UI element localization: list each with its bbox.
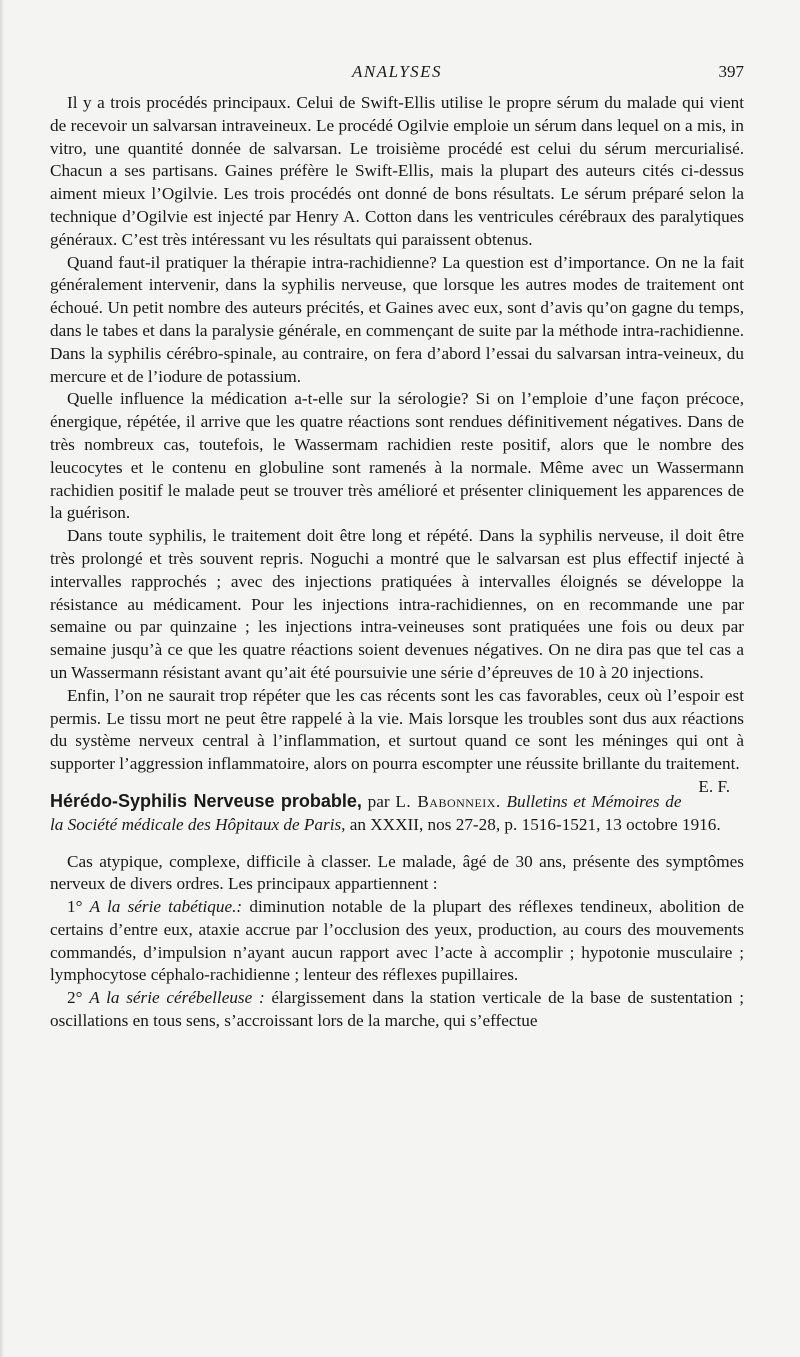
paragraph-conclusion xyxy=(50,685,744,796)
scan-edge-shadow xyxy=(0,0,4,1357)
reference-author: L. Babonneix. xyxy=(395,791,501,811)
abstract-item-cerebellar xyxy=(50,987,744,1033)
paragraph-procedures: Il y a trois procédés principaux. Celui de Swift-Ellis utilise le propre sérum du malade qui vient de recevoir un salvarsan intraveineux. Le procédé Ogilvie emploie un sérum dans lequel on a mis, in vitro, une quantité donnée de salvarsan. Le troisième procédé est celui du sérum mercurialisé. Chacun a ses partisans. Gaines préfère le Swift-Ellis, mais la plupart des auteurs cités ci-dessus aiment mieux l’Ogilvie. Les trois procédés ont donné de bons résultats. Le sérum préparé selon la technique d’Ogilvie est injecté par Henry A. Cotton dans les ventricules cérébraux des paralytiques généraux. C’est très intéressant vu les résultats qui paraissent obtenus. xyxy=(50,93,744,249)
case-abstract xyxy=(50,851,744,1033)
item-label: A la série cérébelleuse : xyxy=(89,988,265,1008)
item-number: 1° xyxy=(67,897,83,917)
item-text: diminution notable de la plupart des réflexes tendineux, abolition de certains d’entre eux, ataxie accrue par l’occlusion des yeux, production, au cours des mouvements commandés, d’impulsion n’ayant aucun rapport avec l’acte à accomplir ; hypotonie musculaire ; lymphocytose céphalo-rachidienne ; lenteur des réflexes pupillaires. xyxy=(50,897,745,985)
running-header xyxy=(50,62,744,92)
reference-by: par xyxy=(367,791,390,811)
abstract-intro: Cas atypique, complexe, difficile à classer. Le malade, âgé de 30 ans, présente des symptômes nerveux de divers ordres. Les principaux appartiennent : xyxy=(50,851,744,894)
article-body xyxy=(50,92,744,796)
reference-journal: Bulletins et Mémoires de la Société médicale des Hôpitaux de Paris, xyxy=(50,791,682,834)
running-title: ANALYSES xyxy=(351,62,443,81)
paragraph-serology: Quelle influence la médication a-t-elle sur la sérologie? Si on l’emploie d’une façon précoce, énergique, répétée, il arrive que les quatre réactions sont rendues définitivement négatives. Dans de très nombreux cas, toutefois, le Wassermam rachidien reste positif, alors que le nombre des leucocytes et le contenu en globuline sont ramenés à la normale. Même avec un Wassermann rachidien positif le malade peut se trouver très amélioré et présenter cliniquement les apparences de la guérison. xyxy=(50,389,744,523)
item-label: A la série tabétique.: xyxy=(89,897,243,917)
bibliographic-reference xyxy=(50,790,744,837)
page-number: 397 xyxy=(718,62,744,81)
paragraph-when-to-treat: Quand faut-il pratiquer la thérapie intra-rachidienne? La question est d’importance. On ne la fait généralement intervenir, dans la syphilis nerveuse, que lorsque les autres modes de traitement ont échoué. Un petit nombre des auteurs précités, et Gaines avec eux, sont d’avis qu’on gagne du temps, dans le tabes et dans la paralysie générale, en commençant de suite par la méthode intra-rachidienne. Dans la syphilis cérébro-spinale, au contraire, on fera d’abord l’essai du salvarsan intra-veineux, du mercure et de l’iodure de potassium. xyxy=(50,252,744,386)
item-number: 2° xyxy=(67,988,83,1008)
reference-title: Hérédo-Syphilis Nerveuse probable, xyxy=(50,790,362,811)
paragraph-conclusion-text: Enfin, l’on ne saurait trop répéter que les cas récents sont les cas favorables, ceux où l’espoir est permis. Le tissu mort ne peut être rappelé à la vie. Mais lorsque les troubles sont dus aux réactions du système nerveux central à l’inflammation, et surtout quand ce sont les méninges qui ont à supporter l’aggression inflammatoire, alors on pourra escompter une réussite brillante du traitement. xyxy=(50,685,744,774)
abstract-item-tabetic xyxy=(50,896,744,987)
reference-details: an XXXII, nos 27-28, p. 1516-1521, 13 octobre 1916. xyxy=(349,814,721,834)
item-text: élargissement dans la station verticale de la base de sustentation ; oscillations en tous sens, s’accroissant lors de la marche, qui s’effectue xyxy=(50,988,745,1031)
paragraph-treatment-duration: Dans toute syphilis, le traitement doit être long et répété. Dans la syphilis nerveuse, il doit être très prolongé et très souvent repris. Noguchi a montré que le salvarsan est plus effectif injecté à intervalles rapprochés ; avec des injections pratiquées à intervalles éloignés se développe la résistance au médicament. Pour les injections intra-rachidiennes, on en recommande une par semaine ou par quinzaine ; les injections intra-veineuses sont pratiquées une fois ou deux par semaine jusqu’à ce que les quatre réactions soient devenues négatives. On ne dira pas que tel cas a un Wassermann résistant avant qu’ait été poursuivie une série d’épreuves de 10 à 20 injections. xyxy=(50,526,744,682)
author-signature: E. F. xyxy=(698,776,730,796)
